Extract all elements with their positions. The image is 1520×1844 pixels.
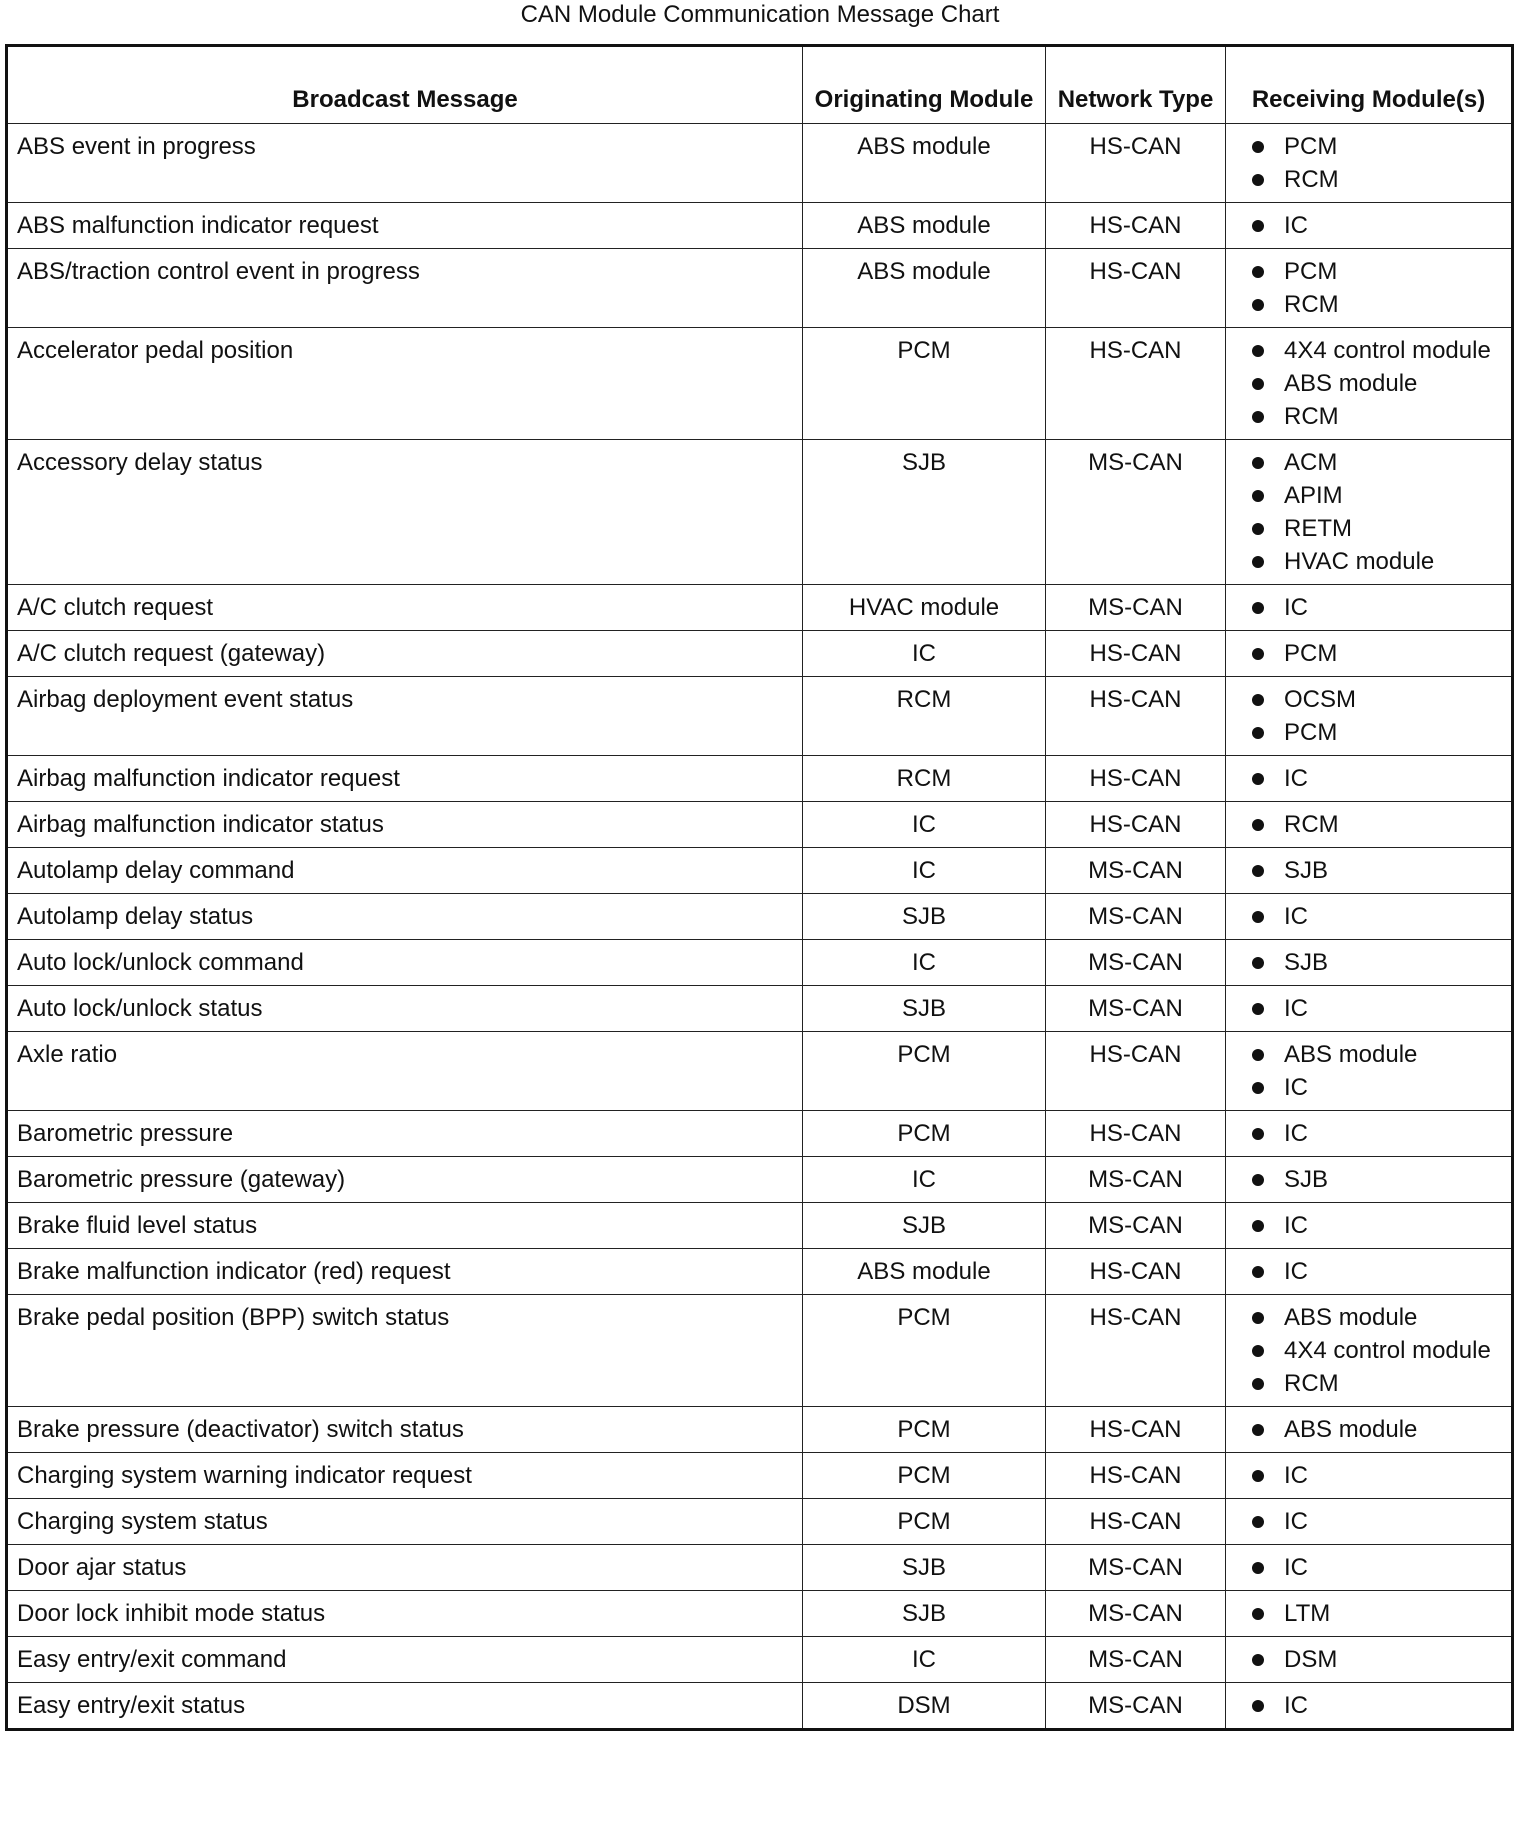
bullet-icon — [1252, 1312, 1264, 1324]
network-type-cell: HS-CAN — [1046, 1032, 1226, 1111]
receiving-modules-cell — [1226, 631, 1513, 677]
table-row — [7, 1591, 1513, 1637]
receiver-list — [1252, 683, 1503, 749]
receiving-modules-cell — [1226, 677, 1513, 756]
table-row — [7, 756, 1513, 802]
receiving-modules-cell — [1226, 1637, 1513, 1683]
originating-module-cell: ABS module — [803, 124, 1046, 203]
originating-module-cell: SJB — [803, 1545, 1046, 1591]
bullet-icon — [1252, 174, 1264, 186]
receiving-modules-cell — [1226, 756, 1513, 802]
receiver-item — [1252, 400, 1503, 433]
message-cell: Accessory delay status — [7, 440, 803, 585]
receiver-label: IC — [1284, 1212, 1308, 1239]
bullet-icon — [1252, 490, 1264, 502]
bullet-icon — [1252, 345, 1264, 357]
originating-module-cell: SJB — [803, 986, 1046, 1032]
receiver-label: APIM — [1284, 482, 1343, 509]
bullet-icon — [1252, 523, 1264, 535]
receiver-label: IC — [1284, 1462, 1308, 1489]
receiver-item — [1252, 1038, 1503, 1071]
receiver-label: ABS module — [1284, 1416, 1418, 1443]
message-cell: Axle ratio — [7, 1032, 803, 1111]
table-row — [7, 124, 1513, 203]
receiver-item — [1252, 512, 1503, 545]
receiver-list — [1252, 1163, 1503, 1196]
network-type-cell: MS-CAN — [1046, 1637, 1226, 1683]
bullet-icon — [1252, 1082, 1264, 1094]
message-cell: ABS malfunction indicator request — [7, 203, 803, 249]
receiver-item — [1252, 334, 1503, 367]
header-receiving-modules: Receiving Module(s) — [1226, 46, 1513, 124]
message-cell: ABS/traction control event in progress — [7, 249, 803, 328]
originating-module-cell: IC — [803, 848, 1046, 894]
receiving-modules-cell — [1226, 1157, 1513, 1203]
receiver-label: IC — [1284, 1120, 1308, 1147]
receiver-label: RCM — [1284, 1370, 1339, 1397]
receiver-label: IC — [1284, 212, 1308, 239]
receiving-modules-cell — [1226, 1203, 1513, 1249]
bullet-icon — [1252, 457, 1264, 469]
receiver-label: RCM — [1284, 166, 1339, 193]
receiver-label: IC — [1284, 995, 1308, 1022]
message-cell: Door lock inhibit mode status — [7, 1591, 803, 1637]
message-cell: Autolamp delay status — [7, 894, 803, 940]
receiver-item — [1252, 1413, 1503, 1446]
network-type-cell: HS-CAN — [1046, 1453, 1226, 1499]
receiver-list — [1252, 762, 1503, 795]
bullet-icon — [1252, 1700, 1264, 1712]
receiver-item — [1252, 130, 1503, 163]
bullet-icon — [1252, 1220, 1264, 1232]
originating-module-cell: SJB — [803, 440, 1046, 585]
receiving-modules-cell — [1226, 1111, 1513, 1157]
receiver-item — [1252, 163, 1503, 196]
receiver-list — [1252, 130, 1503, 196]
receiver-label: PCM — [1284, 640, 1338, 667]
receiver-list — [1252, 591, 1503, 624]
network-type-cell: HS-CAN — [1046, 203, 1226, 249]
message-cell: Barometric pressure (gateway) — [7, 1157, 803, 1203]
receiver-list — [1252, 1597, 1503, 1630]
receiver-label: SJB — [1284, 949, 1329, 976]
bullet-icon — [1252, 1654, 1264, 1666]
receiving-modules-cell — [1226, 328, 1513, 440]
receiver-item — [1252, 1597, 1503, 1630]
receiving-modules-cell — [1226, 124, 1513, 203]
network-type-cell: HS-CAN — [1046, 124, 1226, 203]
originating-module-cell: ABS module — [803, 249, 1046, 328]
receiver-label: IC — [1284, 765, 1308, 792]
receiving-modules-cell — [1226, 1407, 1513, 1453]
receiving-modules-cell — [1226, 940, 1513, 986]
receiver-label: PCM — [1284, 133, 1338, 160]
receiver-item — [1252, 255, 1503, 288]
receiver-label: LTM — [1284, 1600, 1331, 1627]
receiving-modules-cell — [1226, 249, 1513, 328]
network-type-cell: MS-CAN — [1046, 894, 1226, 940]
network-type-cell: MS-CAN — [1046, 1203, 1226, 1249]
bullet-icon — [1252, 727, 1264, 739]
receiver-item — [1252, 1071, 1503, 1104]
network-type-cell: HS-CAN — [1046, 1295, 1226, 1407]
receiver-label: ABS module — [1284, 1041, 1418, 1068]
message-cell: ABS event in progress — [7, 124, 803, 203]
originating-module-cell: IC — [803, 1157, 1046, 1203]
message-cell: Brake malfunction indicator (red) request — [7, 1249, 803, 1295]
table-body — [7, 124, 1513, 1730]
receiving-modules-cell — [1226, 1453, 1513, 1499]
receiving-modules-cell — [1226, 1545, 1513, 1591]
bullet-icon — [1252, 556, 1264, 568]
table-row — [7, 1545, 1513, 1591]
receiver-list — [1252, 255, 1503, 321]
bullet-icon — [1252, 1345, 1264, 1357]
receiver-label: IC — [1284, 1258, 1308, 1285]
receiver-list — [1252, 854, 1503, 887]
receiving-modules-cell — [1226, 1032, 1513, 1111]
message-cell: Easy entry/exit command — [7, 1637, 803, 1683]
receiver-list — [1252, 1038, 1503, 1104]
receiver-label: ABS module — [1284, 1304, 1418, 1331]
table-row — [7, 440, 1513, 585]
bullet-icon — [1252, 266, 1264, 278]
receiver-item — [1252, 446, 1503, 479]
originating-module-cell: DSM — [803, 1683, 1046, 1730]
bullet-icon — [1252, 773, 1264, 785]
receiver-item — [1252, 479, 1503, 512]
message-cell: Brake pressure (deactivator) switch status — [7, 1407, 803, 1453]
receiver-label: RETM — [1284, 515, 1352, 542]
receiver-item — [1252, 1117, 1503, 1150]
message-cell: Auto lock/unlock command — [7, 940, 803, 986]
bullet-icon — [1252, 819, 1264, 831]
bullet-icon — [1252, 1049, 1264, 1061]
bullet-icon — [1252, 1516, 1264, 1528]
network-type-cell: MS-CAN — [1046, 585, 1226, 631]
bullet-icon — [1252, 957, 1264, 969]
table-row — [7, 1203, 1513, 1249]
message-cell: Airbag malfunction indicator request — [7, 756, 803, 802]
receiver-list — [1252, 946, 1503, 979]
header-network-type: Network Type — [1046, 46, 1226, 124]
receiving-modules-cell — [1226, 802, 1513, 848]
receiver-list — [1252, 900, 1503, 933]
originating-module-cell: PCM — [803, 1111, 1046, 1157]
bullet-icon — [1252, 1128, 1264, 1140]
receiver-list — [1252, 1301, 1503, 1400]
table-row — [7, 1407, 1513, 1453]
message-cell: Airbag malfunction indicator status — [7, 802, 803, 848]
receiver-list — [1252, 1689, 1503, 1722]
network-type-cell: MS-CAN — [1046, 940, 1226, 986]
bullet-icon — [1252, 911, 1264, 923]
table-row — [7, 848, 1513, 894]
receiver-list — [1252, 808, 1503, 841]
receiver-item — [1252, 1643, 1503, 1676]
header-originating-module: Originating Module — [803, 46, 1046, 124]
bullet-icon — [1252, 299, 1264, 311]
receiver-label: HVAC module — [1284, 548, 1435, 575]
table-row — [7, 249, 1513, 328]
receiver-item — [1252, 1459, 1503, 1492]
receiver-item — [1252, 1301, 1503, 1334]
bullet-icon — [1252, 1174, 1264, 1186]
receiver-item — [1252, 1689, 1503, 1722]
receiver-label: IC — [1284, 1692, 1308, 1719]
table-row — [7, 1453, 1513, 1499]
receiver-list — [1252, 992, 1503, 1025]
receiver-list — [1252, 1505, 1503, 1538]
receiver-item — [1252, 637, 1503, 670]
message-cell: Auto lock/unlock status — [7, 986, 803, 1032]
receiver-label: IC — [1284, 594, 1308, 621]
network-type-cell: MS-CAN — [1046, 986, 1226, 1032]
receiver-item — [1252, 367, 1503, 400]
table-row — [7, 1249, 1513, 1295]
receiving-modules-cell — [1226, 440, 1513, 585]
network-type-cell: HS-CAN — [1046, 1499, 1226, 1545]
receiver-item — [1252, 545, 1503, 578]
network-type-cell: HS-CAN — [1046, 1111, 1226, 1157]
originating-module-cell: IC — [803, 940, 1046, 986]
bullet-icon — [1252, 1266, 1264, 1278]
originating-module-cell: IC — [803, 631, 1046, 677]
receiver-label: SJB — [1284, 1166, 1329, 1193]
receiver-label: IC — [1284, 1554, 1308, 1581]
message-cell: Charging system status — [7, 1499, 803, 1545]
receiver-item — [1252, 591, 1503, 624]
receiver-item — [1252, 946, 1503, 979]
table-row — [7, 940, 1513, 986]
message-cell: Accelerator pedal position — [7, 328, 803, 440]
network-type-cell: HS-CAN — [1046, 1407, 1226, 1453]
receiver-item — [1252, 762, 1503, 795]
receiver-label: IC — [1284, 1074, 1308, 1101]
receiver-item — [1252, 288, 1503, 321]
receiver-item — [1252, 683, 1503, 716]
receiver-list — [1252, 334, 1503, 433]
network-type-cell: MS-CAN — [1046, 848, 1226, 894]
receiver-list — [1252, 446, 1503, 578]
network-type-cell: HS-CAN — [1046, 249, 1226, 328]
receiver-label: SJB — [1284, 857, 1329, 884]
table-row — [7, 1111, 1513, 1157]
message-cell: Brake fluid level status — [7, 1203, 803, 1249]
receiver-item — [1252, 1209, 1503, 1242]
originating-module-cell: PCM — [803, 328, 1046, 440]
receiver-list — [1252, 637, 1503, 670]
table-row — [7, 986, 1513, 1032]
receiver-item — [1252, 992, 1503, 1025]
receiver-list — [1252, 1117, 1503, 1150]
receiver-list — [1252, 1459, 1503, 1492]
network-type-cell: HS-CAN — [1046, 631, 1226, 677]
receiver-label: IC — [1284, 903, 1308, 930]
originating-module-cell: SJB — [803, 894, 1046, 940]
bullet-icon — [1252, 141, 1264, 153]
bullet-icon — [1252, 1378, 1264, 1390]
originating-module-cell: PCM — [803, 1499, 1046, 1545]
message-cell: Easy entry/exit status — [7, 1683, 803, 1730]
message-cell: Charging system warning indicator request — [7, 1453, 803, 1499]
table-row — [7, 894, 1513, 940]
receiver-label: PCM — [1284, 719, 1338, 746]
receiving-modules-cell — [1226, 1499, 1513, 1545]
network-type-cell: HS-CAN — [1046, 677, 1226, 756]
bullet-icon — [1252, 865, 1264, 877]
receiver-item — [1252, 1505, 1503, 1538]
table-row — [7, 1157, 1513, 1203]
bullet-icon — [1252, 411, 1264, 423]
bullet-icon — [1252, 220, 1264, 232]
table-row — [7, 677, 1513, 756]
table-row — [7, 1637, 1513, 1683]
network-type-cell: HS-CAN — [1046, 756, 1226, 802]
bullet-icon — [1252, 378, 1264, 390]
network-type-cell: MS-CAN — [1046, 1545, 1226, 1591]
originating-module-cell: PCM — [803, 1407, 1046, 1453]
message-cell: Airbag deployment event status — [7, 677, 803, 756]
network-type-cell: MS-CAN — [1046, 1157, 1226, 1203]
network-type-cell: MS-CAN — [1046, 440, 1226, 585]
receiver-item — [1252, 1255, 1503, 1288]
bullet-icon — [1252, 694, 1264, 706]
receiving-modules-cell — [1226, 1683, 1513, 1730]
receiver-list — [1252, 209, 1503, 242]
message-cell: Autolamp delay command — [7, 848, 803, 894]
receiver-list — [1252, 1255, 1503, 1288]
receiving-modules-cell — [1226, 986, 1513, 1032]
network-type-cell: HS-CAN — [1046, 802, 1226, 848]
receiver-item — [1252, 808, 1503, 841]
page-title: CAN Module Communication Message Chart — [520, 1, 1000, 28]
table-row — [7, 203, 1513, 249]
receiver-list — [1252, 1209, 1503, 1242]
receiver-item — [1252, 1551, 1503, 1584]
header-row — [7, 46, 1513, 124]
receiver-label: RCM — [1284, 291, 1339, 318]
message-chart-table — [5, 44, 1514, 1731]
receiver-label: ABS module — [1284, 370, 1418, 397]
message-cell: Door ajar status — [7, 1545, 803, 1591]
receiving-modules-cell — [1226, 585, 1513, 631]
receiver-list — [1252, 1551, 1503, 1584]
network-type-cell: HS-CAN — [1046, 1249, 1226, 1295]
table-row — [7, 1499, 1513, 1545]
receiver-item — [1252, 716, 1503, 749]
originating-module-cell: SJB — [803, 1203, 1046, 1249]
header-broadcast-message: Broadcast Message — [7, 46, 803, 124]
originating-module-cell: RCM — [803, 677, 1046, 756]
receiver-label: RCM — [1284, 811, 1339, 838]
receiver-item — [1252, 209, 1503, 242]
receiver-list — [1252, 1413, 1503, 1446]
table-row — [7, 328, 1513, 440]
originating-module-cell: RCM — [803, 756, 1046, 802]
table-row — [7, 1032, 1513, 1111]
receiving-modules-cell — [1226, 1249, 1513, 1295]
receiver-label: 4X4 control module — [1284, 337, 1491, 364]
message-cell: A/C clutch request — [7, 585, 803, 631]
table-row — [7, 585, 1513, 631]
receiver-label: ACM — [1284, 449, 1338, 476]
originating-module-cell: IC — [803, 1637, 1046, 1683]
receiving-modules-cell — [1226, 894, 1513, 940]
receiving-modules-cell — [1226, 848, 1513, 894]
network-type-cell: MS-CAN — [1046, 1683, 1226, 1730]
receiving-modules-cell — [1226, 1591, 1513, 1637]
originating-module-cell: PCM — [803, 1032, 1046, 1111]
receiver-item — [1252, 1334, 1503, 1367]
receiver-label: RCM — [1284, 403, 1339, 430]
table-row — [7, 631, 1513, 677]
network-type-cell: MS-CAN — [1046, 1591, 1226, 1637]
table-row — [7, 1683, 1513, 1730]
table-row — [7, 1295, 1513, 1407]
bullet-icon — [1252, 648, 1264, 660]
bullet-icon — [1252, 1608, 1264, 1620]
receiver-item — [1252, 1163, 1503, 1196]
receiver-item — [1252, 1367, 1503, 1400]
originating-module-cell: IC — [803, 802, 1046, 848]
originating-module-cell: PCM — [803, 1295, 1046, 1407]
receiver-list — [1252, 1643, 1503, 1676]
bullet-icon — [1252, 1424, 1264, 1436]
message-cell: Barometric pressure — [7, 1111, 803, 1157]
receiving-modules-cell — [1226, 1295, 1513, 1407]
receiver-label: PCM — [1284, 258, 1338, 285]
bullet-icon — [1252, 1003, 1264, 1015]
table-row — [7, 802, 1513, 848]
bullet-icon — [1252, 602, 1264, 614]
receiver-label: OCSM — [1284, 686, 1356, 713]
bullet-icon — [1252, 1562, 1264, 1574]
originating-module-cell: PCM — [803, 1453, 1046, 1499]
bullet-icon — [1252, 1470, 1264, 1482]
message-cell: A/C clutch request (gateway) — [7, 631, 803, 677]
receiving-modules-cell — [1226, 203, 1513, 249]
receiver-item — [1252, 900, 1503, 933]
receiver-label: 4X4 control module — [1284, 1337, 1491, 1364]
network-type-cell: HS-CAN — [1046, 328, 1226, 440]
receiver-label: DSM — [1284, 1646, 1338, 1673]
receiver-item — [1252, 854, 1503, 887]
originating-module-cell: ABS module — [803, 203, 1046, 249]
originating-module-cell: SJB — [803, 1591, 1046, 1637]
originating-module-cell: ABS module — [803, 1249, 1046, 1295]
receiver-label: IC — [1284, 1508, 1308, 1535]
message-cell: Brake pedal position (BPP) switch status — [7, 1295, 803, 1407]
originating-module-cell: HVAC module — [803, 585, 1046, 631]
